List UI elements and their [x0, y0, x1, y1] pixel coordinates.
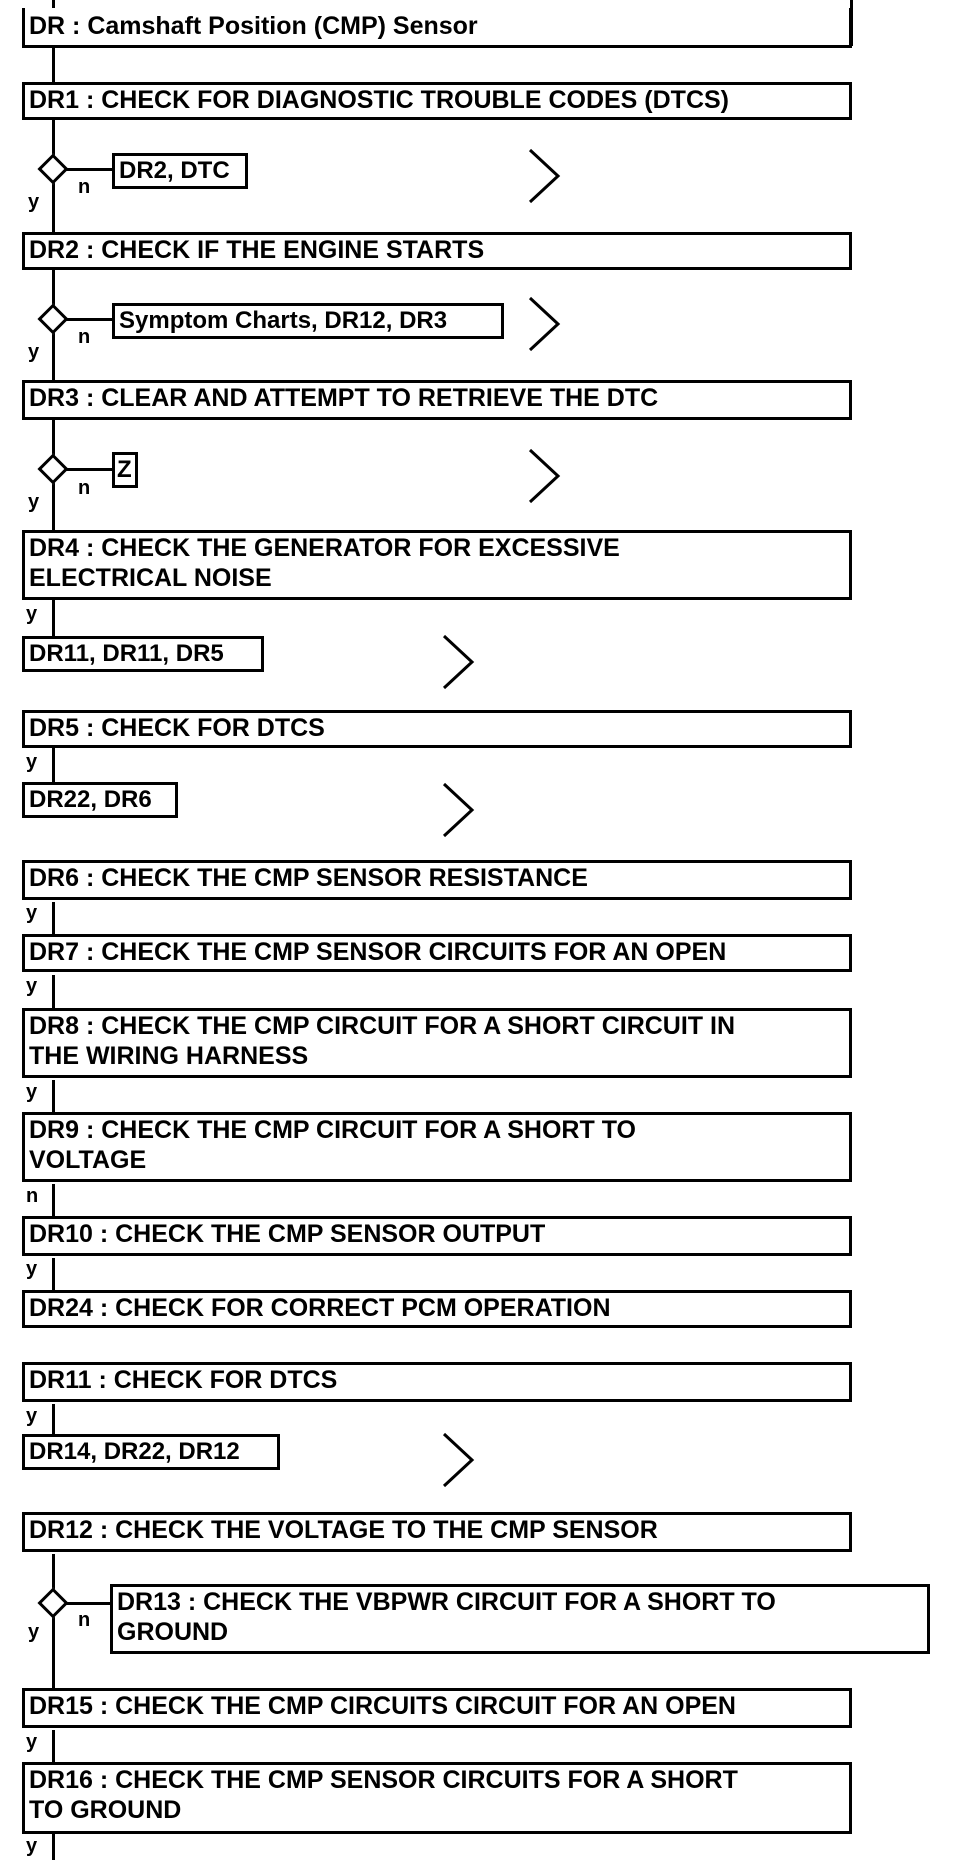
no-label: n	[26, 1185, 39, 1207]
yes-label: y	[26, 902, 38, 924]
branch-box-dr1: DR2, DTC	[112, 153, 248, 189]
chevron-right-icon	[442, 782, 478, 838]
branch-box-dr2: Symptom Charts, DR12, DR3	[112, 303, 504, 339]
flowchart-title: DR : Camshaft Position (CMP) Sensor	[22, 8, 852, 48]
branch-box-dr5: DR22, DR6	[22, 782, 178, 818]
no-label: n	[78, 1609, 91, 1631]
step-dr5: DR5 : CHECK FOR DTCS	[22, 710, 852, 748]
step-dr1: DR1 : CHECK FOR DIAGNOSTIC TROUBLE CODES (DTCS)	[22, 82, 852, 120]
yes-label: y	[26, 1835, 38, 1857]
step-dr11: DR11 : CHECK FOR DTCS	[22, 1362, 852, 1402]
chevron-right-icon	[528, 296, 564, 352]
step-dr6: DR6 : CHECK THE CMP SENSOR RESISTANCE	[22, 860, 852, 900]
chevron-right-icon	[442, 1432, 478, 1488]
step-dr8: DR8 : CHECK THE CMP CIRCUIT FOR A SHORT CIRCUIT IN THE WIRING HARNESS	[22, 1008, 852, 1078]
step-dr3: DR3 : CLEAR AND ATTEMPT TO RETRIEVE THE DTC	[22, 380, 852, 420]
step-dr4: DR4 : CHECK THE GENERATOR FOR EXCESSIVE ELECTRICAL NOISE	[22, 530, 852, 600]
no-label: n	[78, 176, 91, 198]
connector-line	[66, 468, 114, 471]
connector-line	[52, 1834, 55, 1860]
no-label: n	[78, 326, 91, 348]
yes-label: y	[26, 1405, 38, 1427]
chevron-right-icon	[528, 148, 564, 204]
yes-label: y	[26, 975, 38, 997]
step-dr16: DR16 : CHECK THE CMP SENSOR CIRCUITS FOR A SHORT TO GROUND	[22, 1762, 852, 1834]
chevron-right-icon	[442, 634, 478, 690]
step-dr12: DR12 : CHECK THE VOLTAGE TO THE CMP SENSOR	[22, 1512, 852, 1552]
branch-box-dr3: Z	[112, 452, 138, 488]
step-dr10: DR10 : CHECK THE CMP SENSOR OUTPUT	[22, 1216, 852, 1256]
step-dr2: DR2 : CHECK IF THE ENGINE STARTS	[22, 232, 852, 270]
step-dr7: DR7 : CHECK THE CMP SENSOR CIRCUITS FOR AN OPEN	[22, 934, 852, 972]
yes-label: y	[26, 1258, 38, 1280]
connector-line	[66, 318, 114, 321]
decision-diamond	[37, 453, 68, 484]
yes-label: y	[28, 191, 40, 213]
yes-label: y	[26, 603, 38, 625]
yes-label: y	[26, 1081, 38, 1103]
decision-diamond	[37, 303, 68, 334]
decision-diamond	[37, 1587, 68, 1618]
decision-diamond	[37, 153, 68, 184]
step-dr15: DR15 : CHECK THE CMP CIRCUITS CIRCUIT FOR AN OPEN	[22, 1688, 852, 1728]
yes-label: y	[28, 491, 40, 513]
step-dr13: DR13 : CHECK THE VBPWR CIRCUIT FOR A SHORT TO GROUND	[110, 1584, 930, 1654]
branch-box-dr11: DR14, DR22, DR12	[22, 1434, 280, 1470]
yes-label: y	[26, 1731, 38, 1753]
chevron-right-icon	[528, 448, 564, 504]
yes-label: y	[26, 751, 38, 773]
yes-label: y	[28, 1621, 40, 1643]
no-label: n	[78, 477, 91, 499]
connector-line	[66, 1602, 112, 1605]
step-dr24: DR24 : CHECK FOR CORRECT PCM OPERATION	[22, 1290, 852, 1328]
connector-line	[52, 1554, 55, 1694]
connector-line	[66, 168, 114, 171]
step-dr9: DR9 : CHECK THE CMP CIRCUIT FOR A SHORT TO VOLTAGE	[22, 1112, 852, 1182]
branch-box-dr4: DR11, DR11, DR5	[22, 636, 264, 672]
yes-label: y	[28, 341, 40, 363]
